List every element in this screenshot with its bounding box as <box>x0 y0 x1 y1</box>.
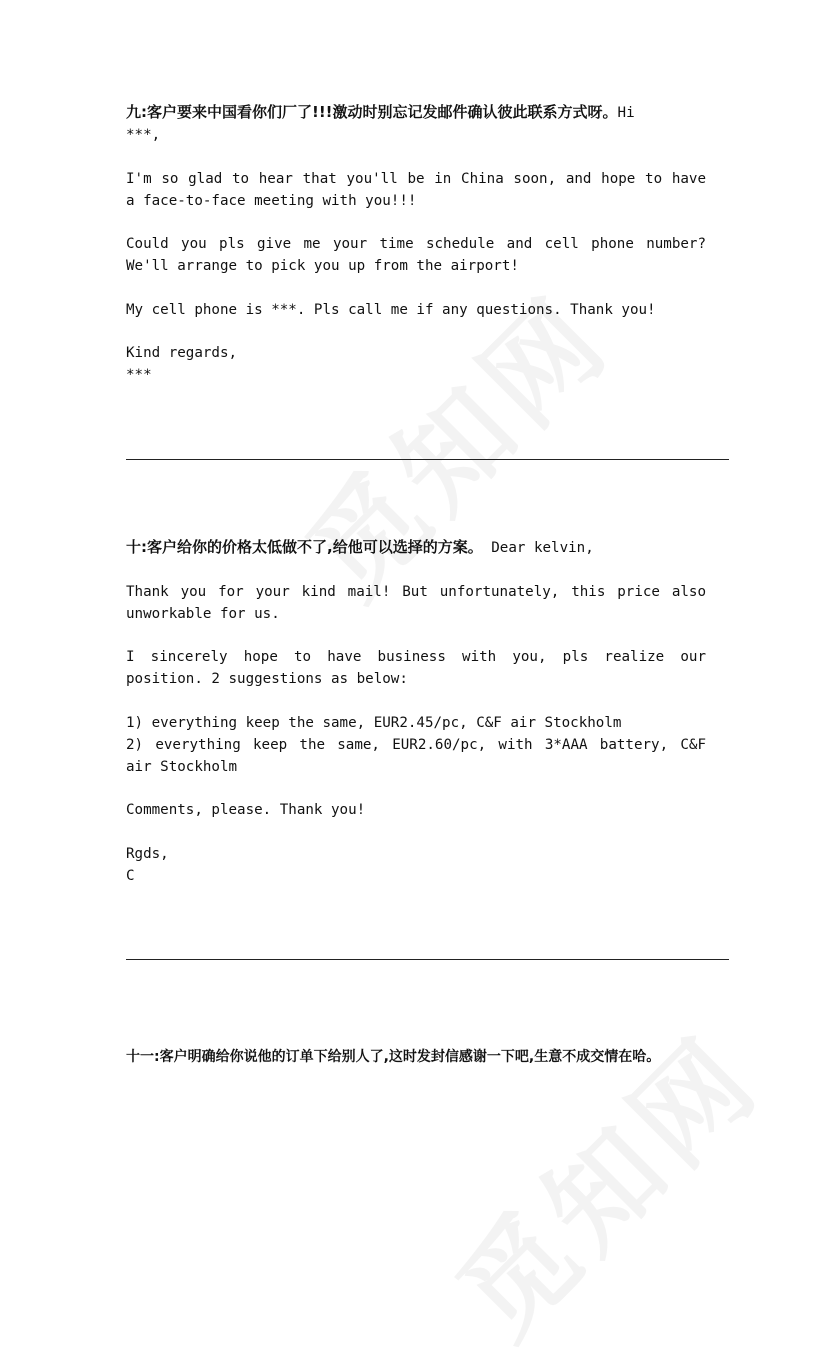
section-ten-title-line <box>126 536 706 559</box>
section-nine-paragraph-1: I'm so glad to hear that you'll be in China soon, and hope to have a face-to-face meeting with you!!! <box>126 170 715 209</box>
divider-line-2 <box>126 959 729 960</box>
section-ten-greeting: Dear kelvin, <box>491 540 594 556</box>
section-ten-option-1: 1) everything keep the same, EUR2.45/pc, C&F air Stockholm <box>126 714 622 731</box>
section-nine-paragraph-2: Could you pls give me your time schedule and cell phone number? We'll arrange to pick you up from the airport! <box>126 236 715 274</box>
section-eleven <box>126 1046 706 1068</box>
section-ten <box>126 536 715 887</box>
section-nine <box>126 101 715 386</box>
section-ten-paragraph-2: I sincerely hope to have business with you, pls realize our position. 2 suggestions as below: <box>126 649 715 687</box>
section-eleven-heading: 十一:客户明确给你说他的订单下给别人了,这时发封信感谢一下吧,生意不成交情在哈。 <box>126 1049 661 1065</box>
section-nine-greeting-start: Hi <box>617 105 635 121</box>
section-nine-title-line <box>126 101 706 124</box>
section-nine-paragraph-3: My cell phone is ***. Pls call me if any questions. Thank you! <box>126 301 656 318</box>
section-nine-closing: Kind regards, <box>126 345 238 361</box>
section-nine-greeting-end: ***, <box>126 127 161 143</box>
section-ten-paragraph-1: Thank you for your kind mail! But unfortunately, this price also unworkable for us. <box>126 583 715 622</box>
section-ten-paragraph-3: Comments, please. Thank you! <box>126 802 366 818</box>
divider-line <box>126 459 729 460</box>
section-ten-option-2: 2) everything keep the same, EUR2.60/pc, with 3*AAA battery, C&F air Stockholm <box>126 736 715 775</box>
section-nine-heading: 九:客户要来中国看你们厂了!!!激动时别忘记发邮件确认彼此联系方式呀。 <box>126 103 618 121</box>
section-ten-heading: 十:客户给你的价格太低做不了,给他可以选择的方案。 <box>126 538 483 556</box>
section-nine-signature: *** <box>126 367 152 383</box>
section-ten-closing: Rgds, <box>126 845 169 862</box>
section-ten-signature: C <box>126 867 135 884</box>
